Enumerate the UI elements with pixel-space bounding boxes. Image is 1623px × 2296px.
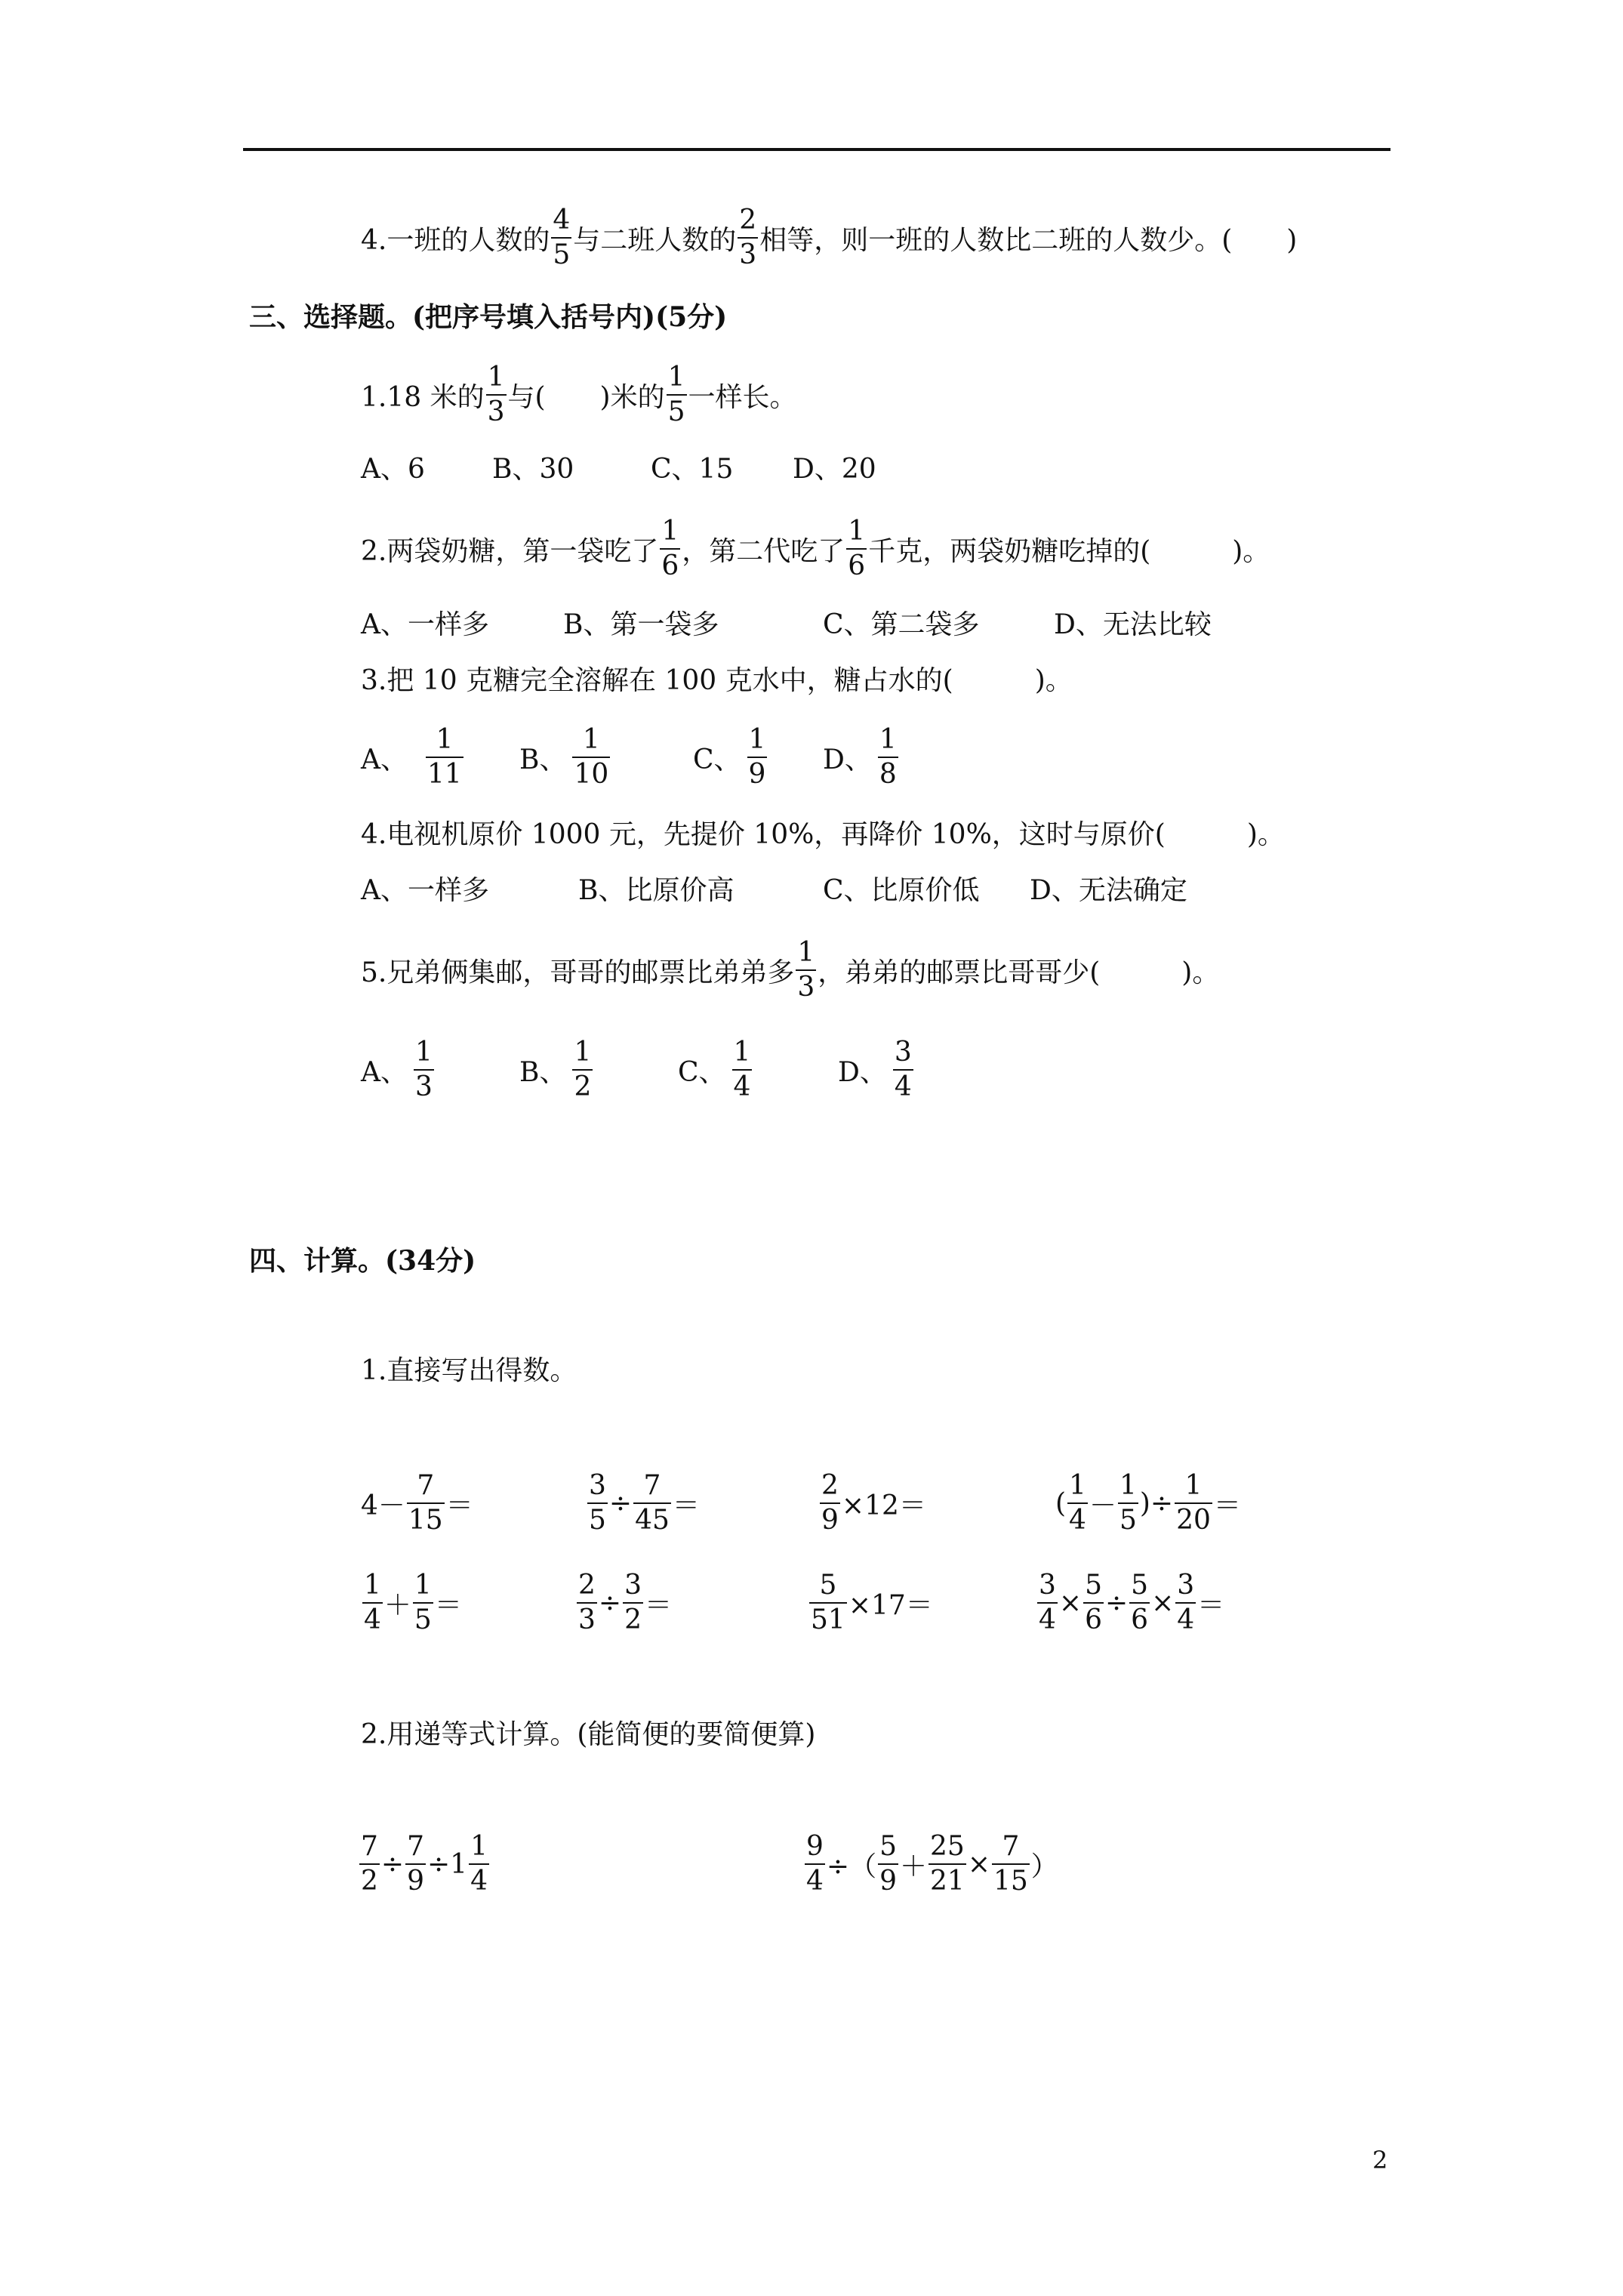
question-text: 千克，两袋奶糖吃掉的( )。	[868, 535, 1270, 567]
question-text: 与( )米的	[507, 381, 665, 413]
fraction: $\frac{1}{5}$	[667, 362, 685, 427]
expression-10: $\frac{9}{4}$ ÷（ $\frac{5}{9}$ ＋ $\frac{25}{21}$ × $\frac{7}{15}$ ）	[806, 1831, 1058, 1897]
subsection-title: 1.直接写出得数。	[361, 1355, 577, 1386]
fraction: $\frac{5}{9}$	[879, 1831, 897, 1897]
question-text: 与二班人数的	[573, 224, 737, 256]
fraction: $\frac{1}{6}$	[661, 516, 679, 581]
expression-8: $\frac{3}{4}$ × $\frac{5}{6}$ ÷ $\frac{5}{6}$ × $\frac{3}{4}$ ＝	[1039, 1570, 1225, 1635]
question-text: 5.兄弟俩集邮，哥哥的邮票比弟弟多	[361, 957, 795, 988]
expression-1: 4－ $\frac{7}{15}$ ＝	[361, 1470, 473, 1536]
expression-3: $\frac{2}{9}$ ×12＝	[821, 1470, 926, 1536]
option-c: C、比原价低	[823, 875, 980, 906]
fraction: $\frac{1}{3}$	[415, 1037, 433, 1102]
option-b: B、30	[492, 454, 574, 485]
fraction: $\frac{5}{51}$	[811, 1570, 845, 1635]
fraction: $\frac{3}{5}$	[589, 1470, 606, 1536]
choice-question-1	[361, 361, 797, 429]
fraction: $\frac{1}{6}$	[848, 516, 866, 581]
question-text: ，弟弟的邮票比哥哥少( )。	[818, 957, 1220, 988]
fraction: $\frac{7}{9}$	[407, 1831, 424, 1897]
option-b: B、比原价高	[578, 875, 735, 906]
choice-question-4: 4.电视机原价 1000 元，先提价 10%，再降价 10%，这时与原价( )。	[361, 819, 1285, 850]
choice-question-3: 3.把 10 克糖完全溶解在 100 克水中，糖占水的( )。	[361, 665, 1073, 696]
fraction: $\frac{1}{3}$	[487, 362, 505, 427]
expression-7: $\frac{5}{51}$ ×17＝	[811, 1570, 933, 1635]
option-b: B、 $\frac{1}{10}$	[519, 724, 609, 790]
fraction: $\frac{1}{4}$	[733, 1037, 751, 1102]
option-c: C、 $\frac{1}{4}$	[678, 1037, 751, 1102]
expression-4: ( $\frac{1}{4}$ － $\frac{1}{5}$ )÷ $\frac{1}{20}$ ＝	[1055, 1470, 1241, 1536]
option-a: A、6	[361, 454, 425, 485]
header-rule	[243, 148, 1390, 151]
fraction: $\frac{1}{5}$	[414, 1570, 432, 1635]
option-c: C、15	[651, 454, 734, 485]
option-c: C、 $\frac{1}{9}$	[693, 724, 766, 790]
fraction: $\frac{5}{6}$	[1085, 1570, 1102, 1635]
option-d: D、 $\frac{3}{4}$	[838, 1037, 912, 1102]
expression-9: $\frac{7}{2}$ ÷ $\frac{7}{9}$ ÷1 $\frac{1}{4}$	[361, 1831, 488, 1897]
fraction: $\frac{7}{15}$	[408, 1470, 443, 1536]
fraction: $\frac{3}{4}$	[894, 1037, 912, 1102]
fraction: $\frac{7}{15}$	[993, 1831, 1028, 1897]
question-text: 相等，则一班的人数比二班的人数少。( )	[759, 224, 1298, 256]
option-d: D、20	[793, 454, 876, 485]
option-d: D、无法比较	[1054, 609, 1212, 640]
option-c: C、第二袋多	[823, 609, 980, 640]
question-text: 1.18 米的	[361, 381, 485, 413]
fraction: $\frac{1}{4}$	[470, 1831, 488, 1897]
fraction: $\frac{1}{8}$	[879, 724, 897, 790]
fraction: $\frac{1}{9}$	[748, 724, 766, 790]
expression-5: $\frac{1}{4}$ ＋ $\frac{1}{5}$ ＝	[364, 1570, 462, 1635]
option-d: D、 $\frac{1}{8}$	[823, 724, 897, 790]
fraction: $\frac{3}{2}$	[624, 1570, 642, 1635]
option-b: B、第一袋多	[563, 609, 719, 640]
fraction: $\frac{1}{2}$	[574, 1037, 592, 1102]
fraction: $\frac{9}{4}$	[806, 1831, 824, 1897]
option-a: A、一样多	[361, 875, 489, 906]
expression-2: $\frac{3}{5}$ ÷ $\frac{7}{45}$ ＝	[589, 1470, 700, 1536]
section-3-title: 三、选择题。(把序号填入括号内)(5分)	[249, 301, 728, 333]
fraction: $\frac{1}{5}$	[1119, 1470, 1137, 1536]
fraction: $\frac{2}{3}$	[578, 1570, 596, 1635]
fraction: $\frac{2}{9}$	[821, 1470, 839, 1536]
subsection-title: 2.用递等式计算。(能简便的要简便算)	[361, 1719, 816, 1750]
question-text: 4.一班的人数的	[361, 224, 550, 256]
choice-question-2	[361, 515, 1270, 583]
section-4-title: 四、计算。(34分)	[249, 1245, 476, 1277]
fraction: $\frac{3}{4}$	[1039, 1570, 1056, 1635]
fraction: $\frac{1}{11}$	[427, 724, 462, 790]
fraction: $\frac{7}{45}$	[635, 1470, 670, 1536]
fraction: $\frac{3}{4}$	[1177, 1570, 1195, 1635]
fraction: $\frac{7}{2}$	[361, 1831, 378, 1897]
fraction: $\frac{5}{6}$	[1131, 1570, 1149, 1635]
fraction: $\frac{1}{3}$	[797, 937, 815, 1003]
fraction: $\frac{1}{20}$	[1176, 1470, 1211, 1536]
question-text: 2.两袋奶糖，第一袋吃了	[361, 535, 659, 567]
fraction: $\frac{25}{21}$	[930, 1831, 965, 1897]
option-a: A、 $\frac{1}{3}$	[361, 1037, 433, 1102]
question-text: 一样长。	[688, 381, 797, 413]
fraction: $\frac{4}{5}$	[553, 205, 571, 270]
judgement-question-4	[361, 204, 1297, 272]
option-a: A、一样多	[361, 609, 489, 640]
option-b: B、 $\frac{1}{2}$	[519, 1037, 592, 1102]
question-text: ，第二代吃了	[682, 535, 845, 567]
page-number: 2	[1372, 2146, 1388, 2174]
fraction: $\frac{1}{4}$	[1069, 1470, 1086, 1536]
option-d: D、无法确定	[1030, 875, 1187, 906]
choice-question-5	[361, 936, 1219, 1004]
fraction: $\frac{1}{10}$	[574, 724, 609, 790]
fraction: $\frac{1}{4}$	[364, 1570, 381, 1635]
option-a: A、 $\frac{1}{11}$	[361, 724, 462, 790]
fraction: $\frac{2}{3}$	[739, 205, 757, 270]
expression-6: $\frac{2}{3}$ ÷ $\frac{3}{2}$ ＝	[578, 1570, 672, 1635]
